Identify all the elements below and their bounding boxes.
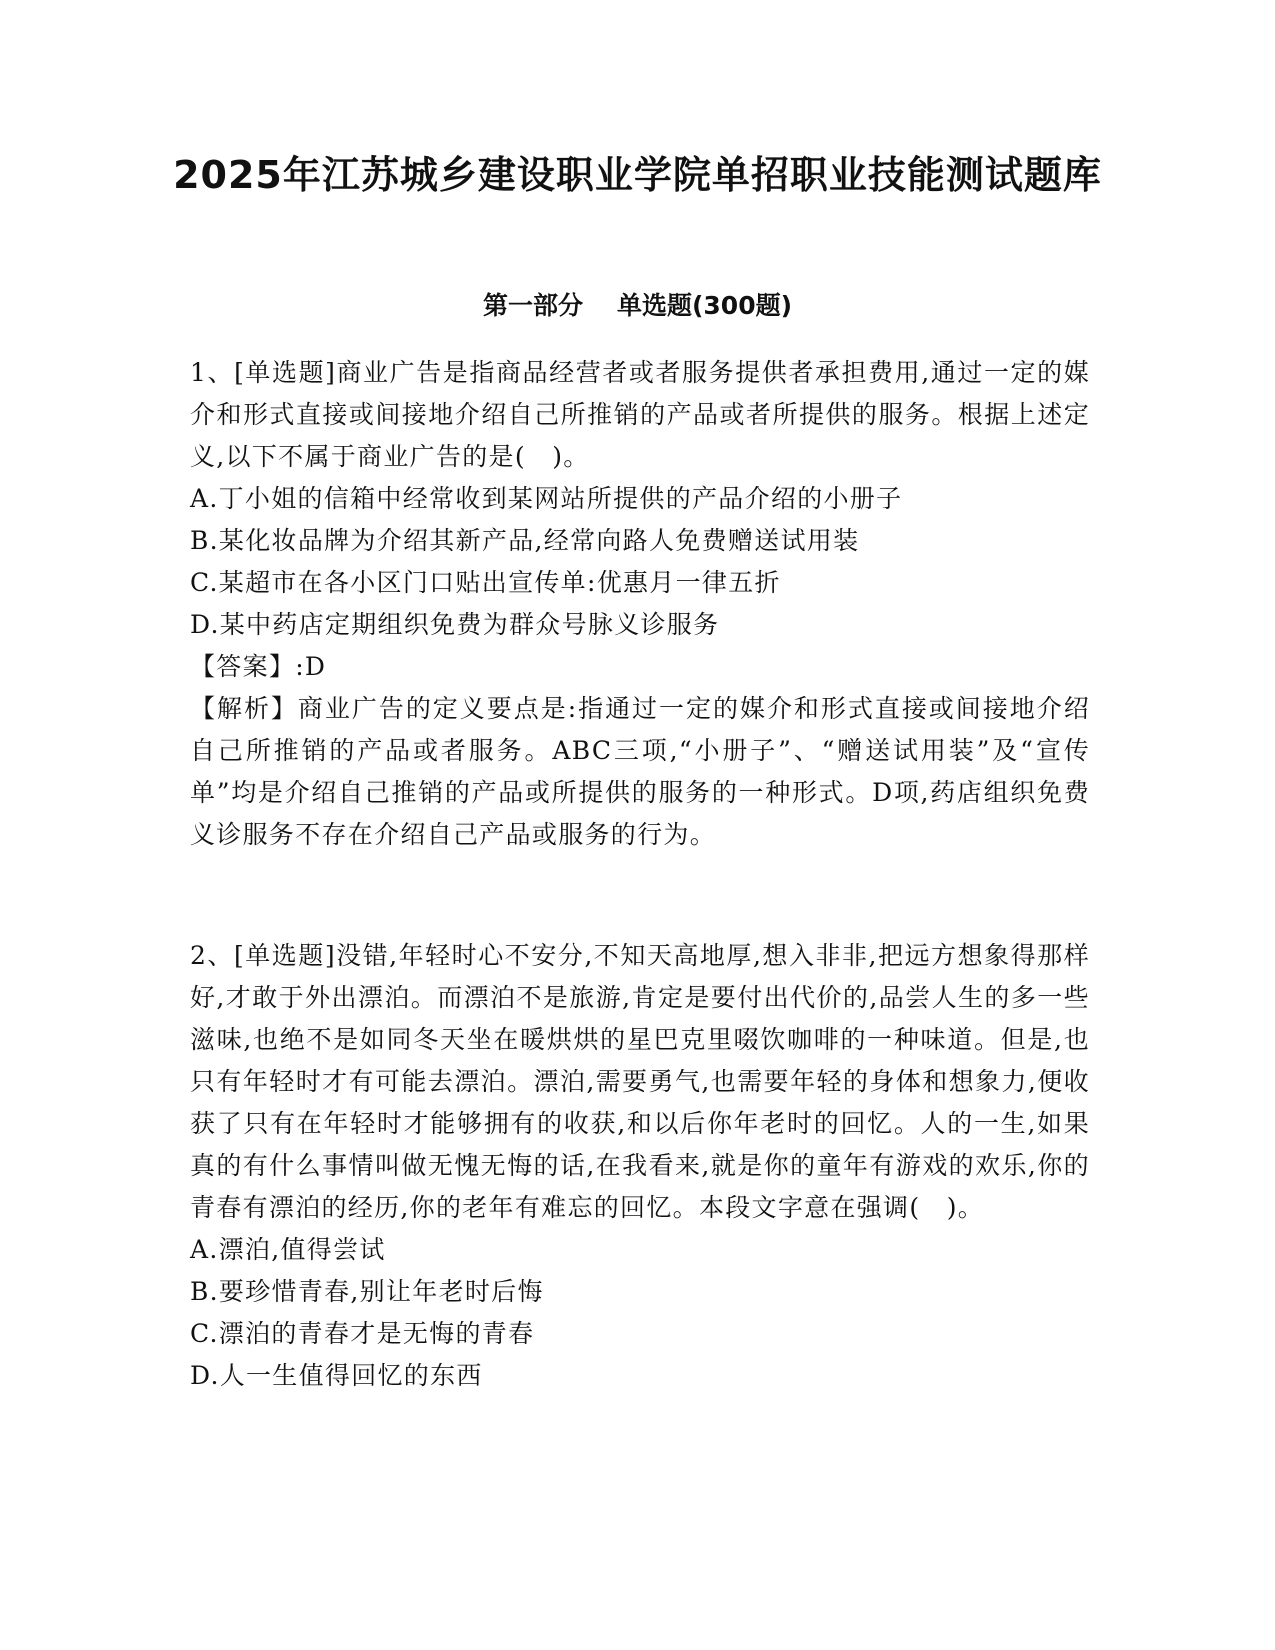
option-b: B.某化妆品牌为介绍其新产品,经常向路人免费赠送试用装 [190,526,860,555]
answer-value: :D [295,652,327,681]
option-c: C.漂泊的青春才是无悔的青春 [190,1319,535,1348]
answer-label: 【答案】 [190,652,296,681]
option-a: A.丁小姐的信箱中经常收到某网站所提供的产品介绍的小册子 [190,484,903,513]
question-stem: 2、[单选题]没错,年轻时心不安分,不知天高地厚,想入非非,把远方想象得那样好,才敢于外出漂泊。而漂泊不是旅游,肯定是要付出代价的,品尝人生的多一些滋味,也绝不是如同冬天坐在暖烘烘的星巴克里啜饮咖啡的一种味道。但是,也只有年轻时才有可能去漂泊。漂泊,需要勇气,也需要年轻的身体和想象力,便收获了只有在年轻时才能够拥有的收获,和以后你年老时的回忆。人的一生,如果真的有什么事情叫做无愧无悔的话,在我看来,就是你的童年有游戏的欢乐,你的青春有漂泊的经历,你的老年有难忘的回忆。本段文字意在强调( )。 [190,941,1090,1222]
question-block [190,935,1090,1397]
answer-line [190,646,1090,688]
section-heading [0,286,1275,326]
question-block [190,352,1090,856]
option-d: D.某中药店定期组织免费为群众号脉义诊服务 [190,610,720,639]
document-title: 2025年江苏城乡建设职业学院单招职业技能测试题库 [173,153,1102,197]
analysis-label: 【解析】 [190,694,298,723]
question-stem: 1、[单选题]商业广告是指商品经营者或者服务提供者承担费用,通过一定的媒介和形式直接或间接地介绍自己所推销的产品或者所提供的服务。根据上述定义,以下不属于商业广告的是( )。 [190,358,1090,471]
option-b: B.要珍惜青春,别让年老时后悔 [190,1277,544,1306]
option-d: D.人一生值得回忆的东西 [190,1361,483,1390]
option-a: A.漂泊,值得尝试 [190,1235,386,1264]
section-name: 单选题(300题) [616,291,793,320]
option-c: C.某超市在各小区门口贴出宣传单:优惠月一律五折 [190,568,781,597]
analysis-text: 商业广告的定义要点是:指通过一定的媒介和形式直接或间接地介绍自己所推销的产品或者服务。ABC三项,“小册子”、“赠送试用装”及“宣传单”均是介绍自己推销的产品或所提供的服务的一种形式。D项,药店组织免费义诊服务不存在介绍自己产品或服务的行为。 [190,694,1090,849]
section-part: 第一部分 [482,291,583,320]
analysis-paragraph [190,688,1090,856]
